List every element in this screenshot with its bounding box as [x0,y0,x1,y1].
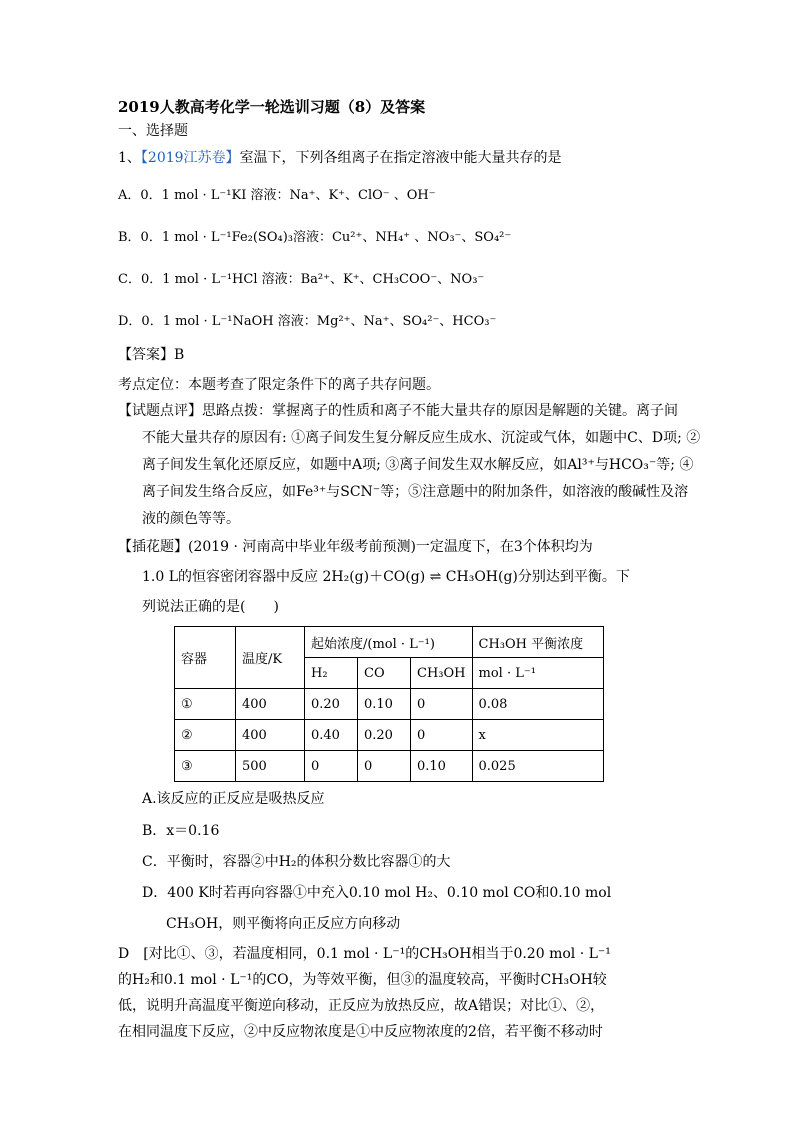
q2-option-d-cont: CH₃OH，则平衡将向正反应方向移动 [166,916,401,932]
table-cell: 0.10 [358,689,411,720]
table-cell: 0.10 [411,751,473,782]
table-header-container: 容器 [175,627,236,689]
table-cell: 0.40 [305,720,358,751]
q1-option-d: D．0．1 mol · L⁻¹NaOH 溶液：Mg²⁺、Na⁺、SO₄²⁻、HCO₃⁻ [118,314,497,329]
table-cell: 400 [236,720,305,751]
table-cell: 0 [305,751,358,782]
table-sub-co: CO [358,658,411,689]
table-cell: ① [175,689,236,720]
q1-number: 1、 [118,150,141,166]
q2-stem-line: 1.0 L的恒容密闭容器中反应 2H₂(g)＋CO(g) ⇌ CH₃OH(g)分别达到平衡。下 [142,569,630,585]
table-cell: 0 [411,720,473,751]
table-cell: 0 [411,689,473,720]
q1-stem-text: 室温下，下列各组离子在指定溶液中能大量共存的是 [239,150,562,166]
table-header-temp: 温度/K [236,627,305,689]
q2-stem-line: 列说法正确的是( ) [142,599,279,615]
table-header-row [175,627,604,658]
q1-point: 考点定位：本题考查了限定条件下的离子共存问题。 [118,377,440,393]
q1-option-a: A．0．1 mol · L⁻¹KI 溶液：Na⁺、K⁺、ClO⁻ 、OH⁻ [118,188,436,203]
table-cell: 0.20 [358,720,411,751]
table-row [175,751,604,782]
q2-explain-line: 的H₂和0.1 mol · L⁻¹的CO，为等效平衡，但③的温度较高，平衡时CH₃OH较 [118,972,607,988]
q2-stem-line: 【插花题】(2019 · 河南高中毕业年级考前预测)一定温度下，在3个体积均为 [118,539,593,555]
table-cell: 0.08 [472,689,603,720]
q1-source: 【2019江苏卷】 [140,150,240,166]
table-cell: 500 [236,751,305,782]
q2-option-d: D．400 K时若再向容器①中充入0.10 mol H₂、0.10 mol CO和0.10 mol [142,885,612,901]
section-heading: 一、选择题 [118,123,188,139]
table-header-start: 起始浓度/(mol · L⁻¹) [305,627,473,658]
q1-stem [118,147,562,167]
table-cell: 0 [358,751,411,782]
q1-comment-line: 不能大量共存的原因有: ①离子间发生复分解反应生成水、沉淀或气体，如题中C、D项; ② [142,430,701,446]
q1-comment-line: 液的颜色等等。 [142,511,240,527]
q2-option-a: A.该反应的正反应是吸热反应 [142,791,325,807]
table-sub-unit: mol · L⁻¹ [472,658,603,689]
table-sub-h2: H₂ [305,658,358,689]
doc-title: 2019人教高考化学一轮选训习题（8）及答案 [118,98,426,116]
q1-comment-line: 【试题点评】思路点拨：掌握离子的性质和离子不能大量共存的原因是解题的关键。离子间 [118,403,678,419]
table-row [175,720,604,751]
q1-option-b: B．0．1 mol · L⁻¹Fe₂(SO₄)₃溶液：Cu²⁺、NH₄⁺ 、NO₃⁻、SO₄²⁻ [118,230,512,245]
q2-explain-line: D [对比①、③，若温度相同，0.1 mol · L⁻¹的CH₃OH相当于0.20 mol · L⁻¹ [118,946,611,962]
q2-explain-line: 在相同温度下反应，②中反应物浓度是①中反应物浓度的2倍，若平衡不移动时 [118,1024,603,1040]
table-cell: x [472,720,603,751]
table-cell: ② [175,720,236,751]
table-row [175,689,604,720]
q1-answer: 【答案】B [118,347,185,363]
table-header-eq: CH₃OH 平衡浓度 [472,627,603,658]
q1-option-c: C．0．1 mol · L⁻¹HCl 溶液：Ba²⁺、K⁺、CH₃COO⁻、NO₃⁻ [118,272,485,287]
table-cell: 0.025 [472,751,603,782]
q1-comment-line: 离子间发生络合反应，如Fe³⁺与SCN⁻等；⑤注意题中的附加条件，如溶液的酸碱性及溶 [142,484,689,500]
q2-option-b: B．x＝0.16 [142,823,220,839]
table-cell: ③ [175,751,236,782]
table-sub-ch3oh: CH₃OH [411,658,473,689]
q2-explain-line: 低，说明升高温度平衡逆向移动，正反应为放热反应，故A错误；对比①、②， [118,998,605,1014]
table-cell: 400 [236,689,305,720]
q2-option-c: C．平衡时，容器②中H₂的体积分数比容器①的大 [142,854,451,870]
table-cell: 0.20 [305,689,358,720]
equilibrium-table [174,626,604,782]
q1-comment-line: 离子间发生氧化还原反应，如题中A项; ③离子间发生双水解反应，如Al³⁺与HCO₃⁻等; ④ [142,457,694,473]
